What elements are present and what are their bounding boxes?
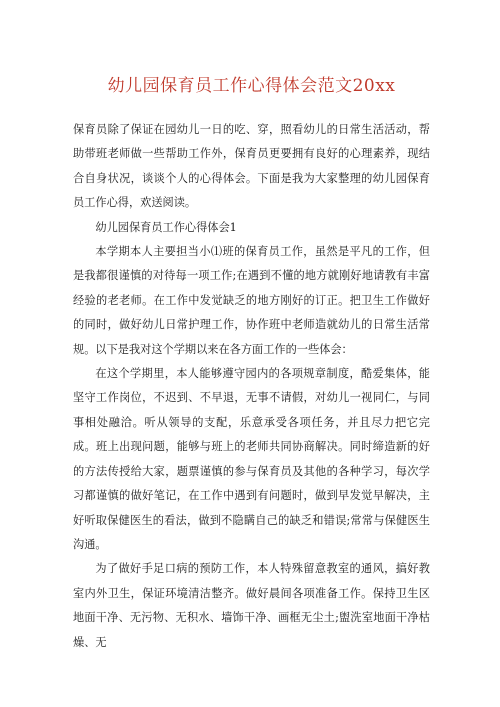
document-title: 幼儿园保育员工作心得体会范文20xx bbox=[107, 76, 396, 96]
paragraph-body-1: 本学期本人主要担当小⑴班的保育员工作，虽然是平凡的工作，但是我都很谨慎的对待每一项工作;在遇到不懂的地方就刚好地请教有丰富经验的老老师。在工作中发觉缺乏的地方刚好的订正。把卫生工作做好的同时，做好幼儿日常护理工作，协作班中老师造就幼儿的日常生活常规。以下是我对这个学期以来在各方面工作的一些体会： bbox=[73, 245, 430, 356]
paragraph-body-2: 在这个学期里，本人能够遵守园内的各项规章制度，酷爱集体，能坚守工作岗位，不迟到、不早退，无事不请假，对幼儿一视同仁，与同事相处融洽。听从领导的支配，乐意承受各项任务，并且尽力把它完成。班上出现问题，能够与班上的老师共同协商解决。同时缔造新的好的方法传授给大家，题票谨慎的参与保育员及其他的各种学习，每次学习都谨慎的做好笔记，在工作中遇到有问题时，做到早发觉早解决，主好听取保健医生的看法，做到不隐瞒自己的缺乏和错误;常常与保健医生沟通。 bbox=[73, 367, 430, 551]
paragraph-body-3: 为了做好手足口病的预防工作，本人特殊留意教室的通风，搞好教室内外卫生，保证环境清洁整齐。做好晨间各项准备工作。保持卫生区地面干净、无污物、无积水、墙饰干净、画框无尘土;盥洗室地面干净枯燥、无 bbox=[73, 562, 430, 649]
section-heading: 幼儿园保育员工作心得体会1 bbox=[95, 220, 237, 234]
paragraph-intro: 保育员除了保证在园幼儿一日的吃、穿，照看幼儿的日常生活活动，帮助带班老师做一些帮助工作外，保育员更要拥有良好的心理素养，现结合自身状况，谈谈个人的心得体会。下面是我为大家整理的幼儿园保育员工作心得，欢送阅读。 bbox=[73, 123, 430, 210]
